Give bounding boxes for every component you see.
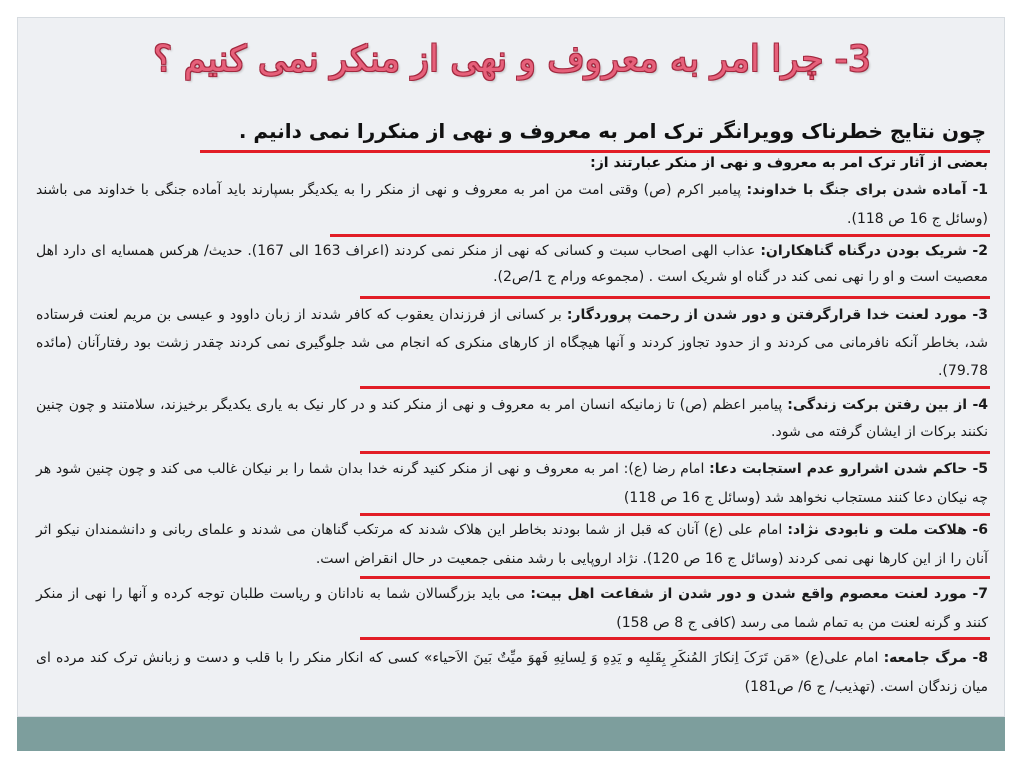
item-4-heading: 4- از بین رفتن برکت زندگی: — [787, 397, 989, 413]
item-6-heading: 6- هلاکت ملت و نابودی نژاد: — [787, 522, 988, 538]
item-3-body: بر کسانی از فرزندان یعقوب که کافر شدند از زبان داوود و عیسی بن مریم لعنت فرستاده شد، بخاطر آنکه نافرمانی می کردند و از حدود تجاوز کردند و آنها هیچگاه از کارهای منکری که انجام می شد جلوگیری نمی کردند چقدر زشت بود رفتارآنان (مائده 79.78). — [36, 307, 988, 379]
item-5-body: امام رضا (ع): امر به معروف و نهی از منکر کنید گرنه خدا بدان شما را بر نیکان غالب می کند و چون چنین شود هر چه نیکان دعا کنند مستجاب نخواهد شد (وسائل ج 16 ص 118) — [36, 461, 988, 506]
item-3-heading: 3- مورد لعنت خدا قرارگرفتن و دور شدن از رحمت پروردگار: — [566, 307, 988, 323]
divider-7 — [360, 637, 990, 640]
divider-6 — [360, 576, 990, 579]
list-item-6 — [36, 516, 988, 574]
item-2-heading: 2- شریک بودن درگناه گناهکاران: — [760, 243, 988, 259]
item-1-heading: 1- آماده شدن برای جنگ با خداوند: — [746, 182, 989, 198]
slide-subtitle: چون نتایج خطرناک وویرانگر ترک امر به معروف و نهی از منکررا نمی دانیم . — [238, 119, 986, 143]
item-5-heading: 5- حاکم شدن اشرارو عدم استجابت دعا: — [709, 461, 988, 477]
list-item-1 — [36, 176, 988, 234]
item-7-heading: 7- مورد لعنت معصوم واقع شدن و دور شدن از شفاعت اهل بیت: — [530, 586, 989, 602]
list-item-8 — [36, 644, 988, 702]
divider-2 — [360, 296, 990, 299]
list-item-3 — [36, 301, 988, 385]
list-item-2 — [36, 238, 988, 290]
divider-3 — [360, 386, 990, 389]
list-item-7 — [36, 580, 988, 638]
item-1-body: پیامبر اکرم (ص) وقتی امت من امر به معروف و نهی از منکر را به یکدیگر بسپارند باید آماده جنگی با خداوند می باشند (وسائل ج 16 ص 118). — [36, 182, 988, 227]
list-item-5 — [36, 455, 988, 513]
item-8-heading: 8- مرگ جامعه: — [883, 650, 989, 666]
slide-title: 3- چرا امر به معروف و نهی از منکر نمی کنیم ؟ — [153, 39, 871, 80]
divider-1 — [330, 234, 990, 237]
item-8-body: امام علی(ع) «مَن تَرَکَ اِنکارَ المُنکَرِ بِقَلبِه و یَدِهِ وَ لِسانِهِ فَهوَ میِّتٌ بَینَ الاَحیاء» کسی که انکار منکر را با قلب و دست و زبانش ترک کند مرده ای میان زندگان است. (تهذیب/ ج 6/ ص181) — [36, 650, 988, 695]
item-6-body: امام علی (ع) آنان که قبل از شما بودند بخاطر این هلاک شدند که مرتکب گناهان می شدند و علمای ربانی و دانشمندان نیکو اثر آنان را از این کارها نهی نمی کردند (وسائل ج 16 ص 120). نژاد اروپایی با رشد منفی جمعیت در حال انقراض است. — [36, 522, 988, 567]
footer-band — [17, 717, 1005, 751]
item-4-body: پیامبر اعظم (ص) تا زمانیکه انسان امر به معروف و نهی از منکر کند و در کار نیک به یاری یکدیگر برخیزند، سلامتند و چون چنین نکنند برکات از ایشان گرفته می شود. — [36, 397, 988, 440]
item-2-body: عذاب الهی اصحاب سبت و کسانی که نهی از منکر نمی کردند (اعراف 163 الی 167). حدیث/ هرکس همسایه ای دارد اهل معصیت است و او را نهی نمی کند در گناه او شریک است . (مجموعه ورام ج 1/ص2). — [36, 243, 988, 285]
intro-text: بعضی از آثار ترک امر به معروف و نهی از منکر عبارتند از: — [590, 155, 988, 171]
item-7-body: می باید بزرگسالان شما به نادانان و ریاست طلبان توجه کرده و آنها را نهی از منکر کنند و گرنه لعنت من به تمام شما می رسد (کافی ج 8 ص 158) — [36, 586, 988, 631]
list-item-4 — [36, 392, 988, 446]
divider-4 — [360, 451, 990, 454]
